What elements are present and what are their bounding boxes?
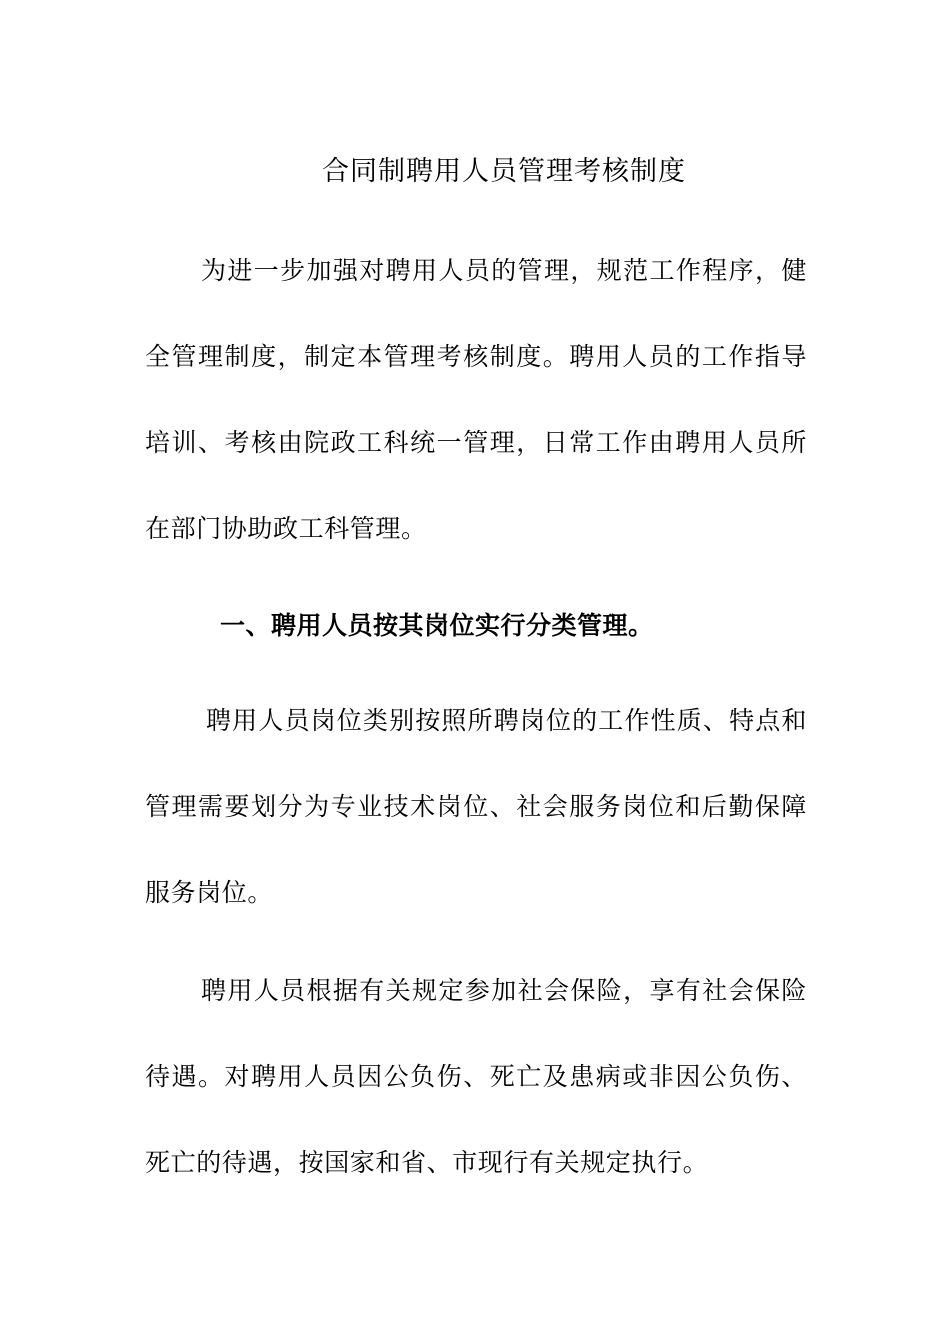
- section-heading-1: 一、聘用人员按其岗位实行分类管理。: [220, 611, 654, 640]
- section-1-paragraph-2: 聘用人员根据有关规定参加社会保险，享有社会保险待遇。对聘用人员因公负伤、死亡及患病或非因公负伤、死亡的待遇，按国家和省、市现行有关规定执行。: [145, 976, 807, 1177]
- intro-paragraph: 为进一步加强对聘用人员的管理，规范工作程序，健全管理制度，制定本管理考核制度。聘用人员的工作指导培训、考核由院政工科统一管理，日常工作由聘用人员所在部门协助政工科管理。: [145, 256, 807, 543]
- section-1-paragraph-1: 聘用人员岗位类别按照所聘岗位的工作性质、特点和管理需要划分为专业技术岗位、社会服务岗位和后勤保障服务岗位。: [145, 706, 807, 907]
- document-title: 合同制聘用人员管理考核制度: [322, 156, 686, 187]
